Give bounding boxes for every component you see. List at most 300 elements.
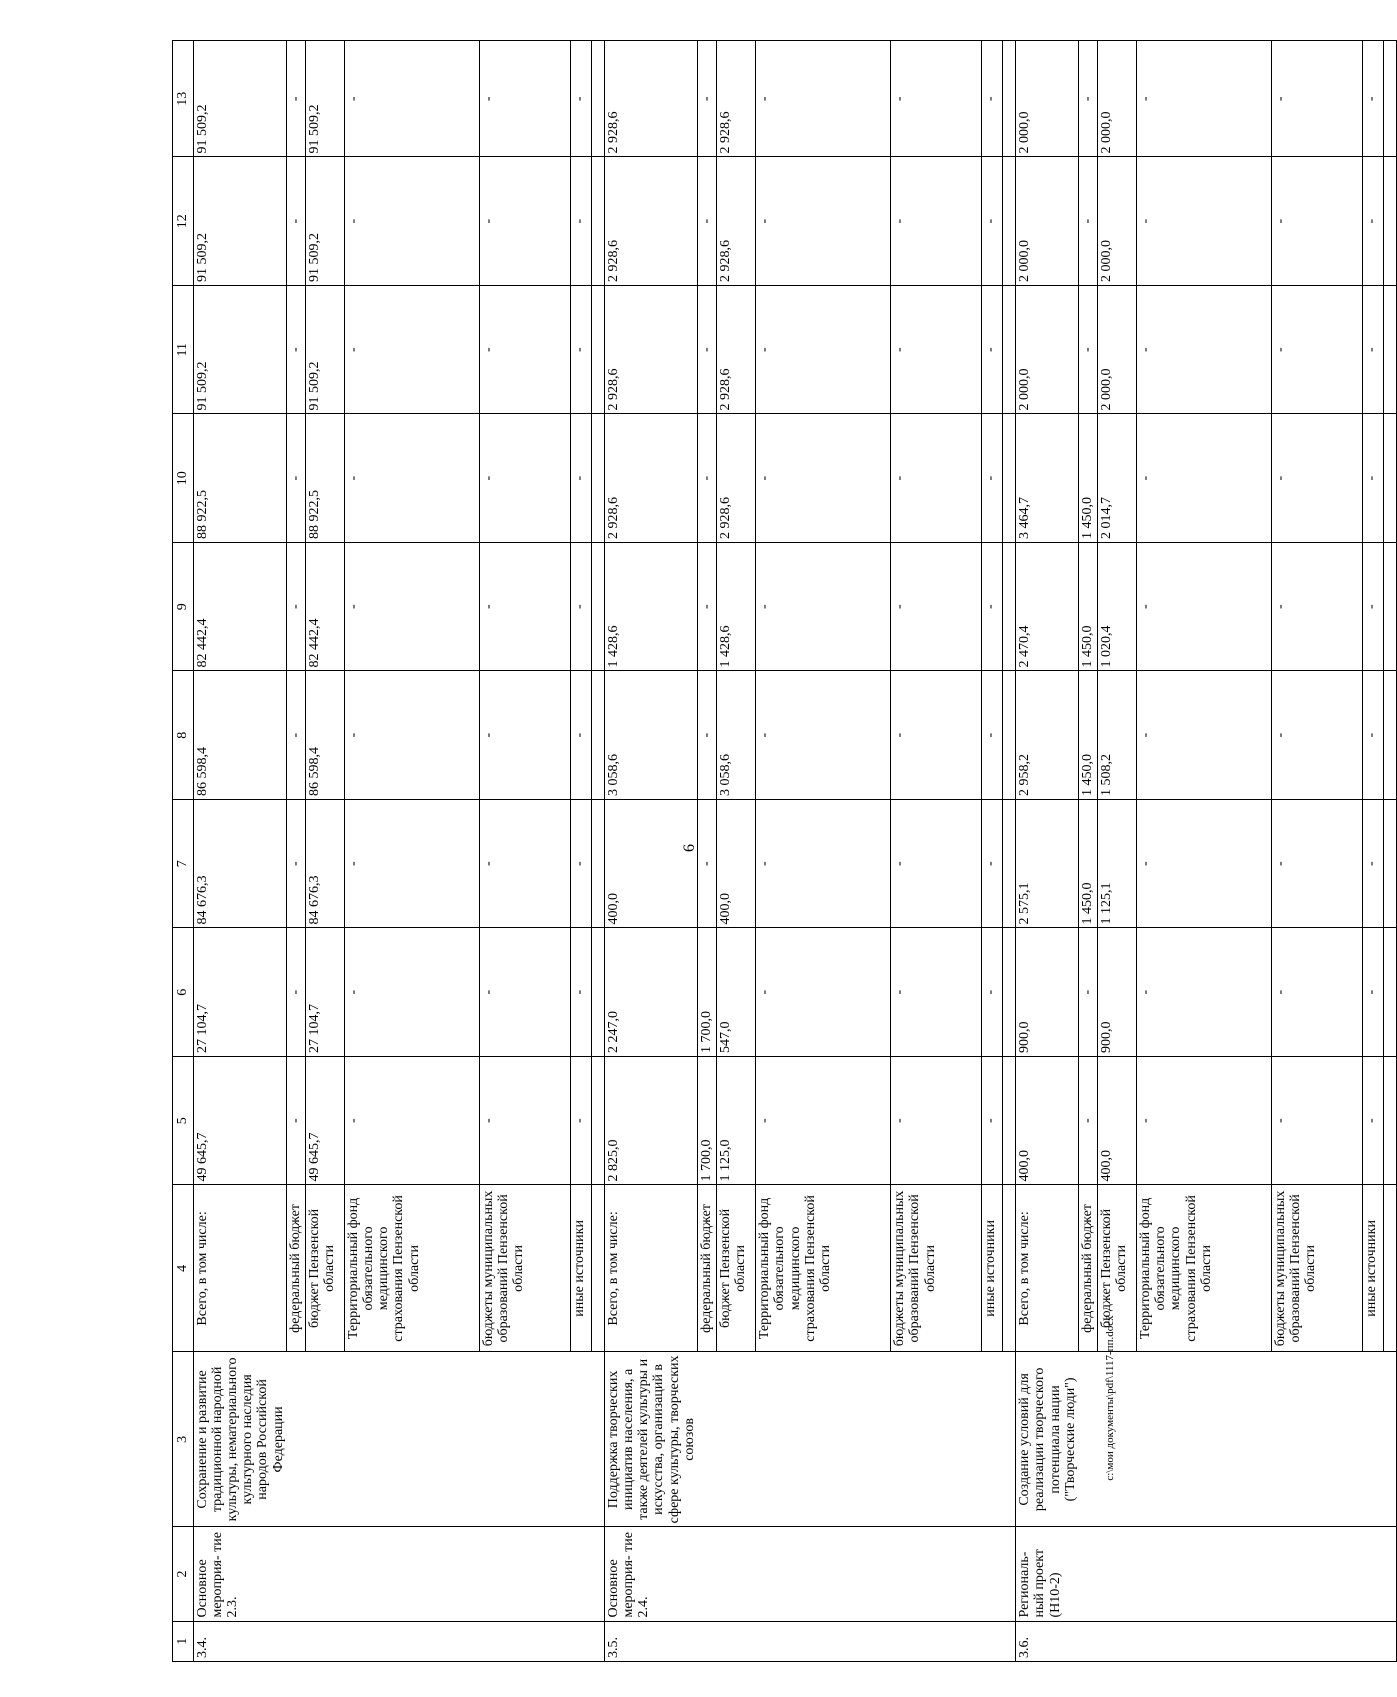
value-cell: 88 922,5 <box>306 414 345 543</box>
item-type: Региональ- ный проект (Н10-2) <box>1016 1527 1079 1621</box>
funding-source: бюджет Пензенской области <box>1098 1185 1137 1352</box>
value-cell: - <box>698 285 717 414</box>
value-cell: - <box>1079 1056 1098 1185</box>
value-cell: 3 058,6 <box>605 671 698 800</box>
table-row <box>982 41 1003 1662</box>
item-name: Создание условий для реализации творческого потенциала нации ("Творческие люди") <box>1016 1352 1079 1527</box>
separator-cell <box>1384 799 1397 928</box>
funding-source: Территориальный фонд обязательного медицинского страхования Пензенской области <box>1137 1185 1272 1352</box>
value-cell: - <box>287 671 306 800</box>
item-name-cell <box>306 1352 345 1527</box>
value-cell: - <box>345 157 480 286</box>
item-number-cell <box>345 1621 480 1661</box>
value-cell: 49 645,7 <box>306 1056 345 1185</box>
value-cell: 2 928,6 <box>605 285 698 414</box>
value-cell: - <box>480 414 571 543</box>
value-cell: 400,0 <box>1098 1056 1137 1185</box>
value-cell: - <box>571 157 592 286</box>
value-cell: - <box>1272 671 1363 800</box>
value-cell: - <box>1137 41 1272 157</box>
value-cell: 49 645,7 <box>194 1056 287 1185</box>
value-cell: - <box>891 157 982 286</box>
separator-cell <box>1384 1352 1397 1527</box>
value-cell: - <box>698 157 717 286</box>
value-cell: - <box>1079 41 1098 157</box>
funding-source: бюджеты муниципальных образований Пензенской области <box>480 1185 571 1352</box>
item-number-cell <box>480 1621 571 1661</box>
separator-cell <box>1003 1621 1016 1661</box>
value-cell: - <box>287 1056 306 1185</box>
value-cell: - <box>287 414 306 543</box>
value-cell: - <box>1272 285 1363 414</box>
column-number: 12 <box>173 157 194 286</box>
column-number: 11 <box>173 285 194 414</box>
value-cell: 2 247,0 <box>605 928 698 1057</box>
value-cell: - <box>891 671 982 800</box>
item-number: 3.4. <box>194 1621 287 1661</box>
value-cell: - <box>287 41 306 157</box>
value-cell: 2 000,0 <box>1016 41 1079 157</box>
value-cell: 91 509,2 <box>306 285 345 414</box>
value-cell: - <box>287 928 306 1057</box>
value-cell: - <box>891 41 982 157</box>
value-cell: 900,0 <box>1098 928 1137 1057</box>
funding-source: бюджет Пензенской области <box>306 1185 345 1352</box>
value-cell: 2 014,7 <box>1098 414 1137 543</box>
value-cell: - <box>1079 157 1098 286</box>
funding-source: бюджеты муниципальных образований Пензенской области <box>1272 1185 1363 1352</box>
separator-cell <box>1384 414 1397 543</box>
value-cell: - <box>571 285 592 414</box>
value-cell: - <box>571 671 592 800</box>
value-cell: - <box>756 157 891 286</box>
value-cell: - <box>287 157 306 286</box>
item-name-cell <box>982 1352 1003 1527</box>
item-number-cell <box>306 1621 345 1661</box>
item-name: Поддержка творческих инициатив населения, а также деятелей культуры и искусства, организаций в сфере культуры, творческих союзов <box>605 1352 698 1527</box>
value-cell: 91 509,2 <box>306 157 345 286</box>
separator-cell <box>1384 542 1397 671</box>
funding-source: бюджет Пензенской области <box>717 1185 756 1352</box>
value-cell: - <box>480 671 571 800</box>
item-type-cell <box>306 1527 345 1621</box>
item-name: Сохранение и развитие традиционной народной культуры, нематериального культурного наследия народов Российской Федерации <box>194 1352 287 1527</box>
item-number-cell <box>717 1621 756 1661</box>
item-type-cell <box>571 1527 592 1621</box>
value-cell: - <box>1363 671 1384 800</box>
value-cell: 1 450,0 <box>1079 542 1098 671</box>
value-cell: - <box>345 1056 480 1185</box>
value-cell: - <box>480 1056 571 1185</box>
value-cell: 400,0 <box>1016 1056 1079 1185</box>
value-cell: - <box>571 41 592 157</box>
separator-row <box>1003 41 1016 1662</box>
item-type-cell <box>1137 1527 1272 1621</box>
item-type-cell <box>1363 1527 1384 1621</box>
separator-cell <box>1003 799 1016 928</box>
item-type-cell <box>1272 1527 1363 1621</box>
value-cell: - <box>891 928 982 1057</box>
value-cell: - <box>982 414 1003 543</box>
value-cell: - <box>1272 542 1363 671</box>
separator-cell <box>592 928 605 1057</box>
value-cell: 91 509,2 <box>194 157 287 286</box>
separator-cell <box>592 414 605 543</box>
separator-cell <box>1003 157 1016 286</box>
separator-cell <box>592 1056 605 1185</box>
item-number: 3.6. <box>1016 1621 1079 1661</box>
funding-source: иные источники <box>982 1185 1003 1352</box>
value-cell: 2 000,0 <box>1016 157 1079 286</box>
separator-cell <box>1003 1352 1016 1527</box>
item-type-cell <box>982 1527 1003 1621</box>
table-row <box>571 41 592 1662</box>
value-cell: 1 508,2 <box>1098 671 1137 800</box>
item-type-cell <box>756 1527 891 1621</box>
column-number: 4 <box>173 1185 194 1352</box>
item-number-cell <box>698 1621 717 1661</box>
value-cell: 2 575,1 <box>1016 799 1079 928</box>
table-row <box>891 41 982 1662</box>
funding-source: Всего, в том числе: <box>1016 1185 1079 1352</box>
value-cell: 84 676,3 <box>306 799 345 928</box>
table-row <box>287 41 306 1662</box>
value-cell: - <box>345 41 480 157</box>
funding-source: иные источники <box>571 1185 592 1352</box>
value-cell: 86 598,4 <box>194 671 287 800</box>
separator-cell <box>592 1185 605 1352</box>
separator-row <box>592 41 605 1662</box>
separator-cell <box>1003 1527 1016 1621</box>
table-row <box>194 41 287 1662</box>
column-number: 8 <box>173 671 194 800</box>
value-cell: - <box>756 799 891 928</box>
column-number-row <box>173 41 194 1662</box>
table-row <box>1272 41 1363 1662</box>
value-cell: - <box>287 285 306 414</box>
item-name-cell <box>756 1352 891 1527</box>
value-cell: 2 928,6 <box>605 414 698 543</box>
value-cell: - <box>571 414 592 543</box>
page-number: 6 <box>681 844 698 852</box>
value-cell: 1 450,0 <box>1079 414 1098 543</box>
table-row <box>1079 41 1098 1662</box>
value-cell: - <box>756 928 891 1057</box>
item-number-cell <box>287 1621 306 1661</box>
column-number: 6 <box>173 928 194 1057</box>
item-number-cell <box>1079 1621 1098 1661</box>
value-cell: - <box>480 157 571 286</box>
value-cell: 400,0 <box>717 799 756 928</box>
separator-cell <box>1384 1621 1397 1661</box>
value-cell: 82 442,4 <box>194 542 287 671</box>
funding-source: Территориальный фонд обязательного медицинского страхования Пензенской области <box>345 1185 480 1352</box>
funding-source: Территориальный фонд обязательного медицинского страхования Пензенской области <box>756 1185 891 1352</box>
column-number: 1 <box>173 1621 194 1661</box>
value-cell: 1 450,0 <box>1079 671 1098 800</box>
value-cell: 2 928,6 <box>717 41 756 157</box>
separator-row <box>1384 41 1397 1662</box>
item-type: Основное мероприя- тие 2.3. <box>194 1527 287 1621</box>
footer-file-path: c:\мои документы\pdf\1117-пп.docx <box>1104 1315 1116 1481</box>
value-cell: 88 922,5 <box>194 414 287 543</box>
item-name-cell <box>571 1352 592 1527</box>
value-cell: 27 104,7 <box>306 928 345 1057</box>
value-cell: - <box>1137 157 1272 286</box>
funding-source: Всего, в том числе: <box>194 1185 287 1352</box>
table-body <box>173 41 1397 1662</box>
item-name-cell <box>345 1352 480 1527</box>
funding-source: Всего, в том числе: <box>605 1185 698 1352</box>
value-cell: - <box>1137 414 1272 543</box>
value-cell: 2 000,0 <box>1098 157 1137 286</box>
value-cell: - <box>891 1056 982 1185</box>
value-cell: 2 928,6 <box>717 157 756 286</box>
item-name-cell <box>287 1352 306 1527</box>
value-cell: 1 125,0 <box>717 1056 756 1185</box>
value-cell: - <box>982 285 1003 414</box>
value-cell: - <box>982 542 1003 671</box>
value-cell: - <box>1137 928 1272 1057</box>
item-name-cell <box>1363 1352 1384 1527</box>
funding-source: федеральный бюджет <box>1079 1185 1098 1352</box>
value-cell: - <box>345 542 480 671</box>
item-number-cell <box>1363 1621 1384 1661</box>
value-cell: - <box>982 1056 1003 1185</box>
value-cell: 2 958,2 <box>1016 671 1079 800</box>
separator-cell <box>592 157 605 286</box>
value-cell: 3 464,7 <box>1016 414 1079 543</box>
value-cell: 1 125,1 <box>1098 799 1137 928</box>
value-cell: - <box>287 542 306 671</box>
item-number-cell <box>891 1621 982 1661</box>
value-cell: - <box>756 542 891 671</box>
item-number-cell <box>1272 1621 1363 1661</box>
value-cell: - <box>345 799 480 928</box>
item-name-cell <box>1079 1352 1098 1527</box>
item-name-cell <box>1272 1352 1363 1527</box>
item-type: Основное мероприя- тие 2.4. <box>605 1527 698 1621</box>
value-cell: - <box>1363 1056 1384 1185</box>
value-cell: - <box>1079 285 1098 414</box>
item-number-cell <box>571 1621 592 1661</box>
value-cell: - <box>345 285 480 414</box>
value-cell: - <box>891 414 982 543</box>
separator-cell <box>1003 414 1016 543</box>
value-cell: - <box>756 285 891 414</box>
value-cell: - <box>571 928 592 1057</box>
value-cell: - <box>756 1056 891 1185</box>
value-cell: - <box>982 157 1003 286</box>
value-cell: 1 428,6 <box>717 542 756 671</box>
separator-cell <box>1384 157 1397 286</box>
value-cell: 1 428,6 <box>605 542 698 671</box>
separator-cell <box>592 671 605 800</box>
value-cell: 900,0 <box>1016 928 1079 1057</box>
item-type-cell <box>480 1527 571 1621</box>
value-cell: 2 000,0 <box>1016 285 1079 414</box>
value-cell: - <box>1363 928 1384 1057</box>
item-name-cell <box>698 1352 717 1527</box>
value-cell: 3 058,6 <box>717 671 756 800</box>
table-row <box>345 41 480 1662</box>
item-name-cell <box>891 1352 982 1527</box>
separator-cell <box>1384 928 1397 1057</box>
value-cell: - <box>756 671 891 800</box>
value-cell: 2 470,4 <box>1016 542 1079 671</box>
value-cell: 27 104,7 <box>194 928 287 1057</box>
separator-cell <box>1003 928 1016 1057</box>
column-number: 7 <box>173 799 194 928</box>
value-cell: 2 000,0 <box>1098 41 1137 157</box>
value-cell: - <box>1363 799 1384 928</box>
column-number: 2 <box>173 1527 194 1621</box>
item-type-cell <box>891 1527 982 1621</box>
value-cell: - <box>480 41 571 157</box>
table-row <box>1363 41 1384 1662</box>
value-cell: - <box>891 285 982 414</box>
item-number: 3.5. <box>605 1621 698 1661</box>
value-cell: - <box>1272 157 1363 286</box>
item-number-cell <box>1137 1621 1272 1661</box>
value-cell: - <box>1363 41 1384 157</box>
separator-cell <box>1003 1056 1016 1185</box>
value-cell: - <box>891 542 982 671</box>
value-cell: - <box>698 542 717 671</box>
item-type-cell <box>698 1527 717 1621</box>
table-row <box>1137 41 1272 1662</box>
value-cell: - <box>756 414 891 543</box>
value-cell: 1 700,0 <box>698 928 717 1057</box>
item-type-cell <box>717 1527 756 1621</box>
separator-cell <box>592 1527 605 1621</box>
value-cell: - <box>982 41 1003 157</box>
value-cell: 2 825,0 <box>605 1056 698 1185</box>
item-type-cell <box>1098 1527 1137 1621</box>
separator-cell <box>1003 1185 1016 1352</box>
item-type-cell <box>287 1527 306 1621</box>
column-number: 5 <box>173 1056 194 1185</box>
value-cell: 82 442,4 <box>306 542 345 671</box>
value-cell: 91 509,2 <box>306 41 345 157</box>
separator-cell <box>592 1352 605 1527</box>
separator-cell <box>1003 285 1016 414</box>
value-cell: 1 450,0 <box>1079 799 1098 928</box>
separator-cell <box>1003 542 1016 671</box>
separator-cell <box>1384 1056 1397 1185</box>
item-number-cell <box>756 1621 891 1661</box>
value-cell: - <box>1272 928 1363 1057</box>
table-row <box>717 41 756 1662</box>
separator-cell <box>1384 671 1397 800</box>
separator-cell <box>1384 41 1397 157</box>
value-cell: - <box>480 542 571 671</box>
funding-source: иные источники <box>1363 1185 1384 1352</box>
value-cell: - <box>756 41 891 157</box>
value-cell: - <box>345 928 480 1057</box>
table-row <box>698 41 717 1662</box>
table-row <box>480 41 571 1662</box>
value-cell: - <box>345 671 480 800</box>
value-cell: 1 020,4 <box>1098 542 1137 671</box>
item-name-cell <box>480 1352 571 1527</box>
value-cell: 2 928,6 <box>605 157 698 286</box>
separator-cell <box>592 41 605 157</box>
funding-source: федеральный бюджет <box>698 1185 717 1352</box>
value-cell: - <box>1272 799 1363 928</box>
separator-cell <box>1003 671 1016 800</box>
value-cell: - <box>1363 414 1384 543</box>
value-cell: - <box>1137 1056 1272 1185</box>
value-cell: - <box>571 1056 592 1185</box>
separator-cell <box>1384 285 1397 414</box>
table-row <box>306 41 345 1662</box>
value-cell: - <box>1079 928 1098 1057</box>
value-cell: - <box>1363 285 1384 414</box>
value-cell: 2 928,6 <box>605 41 698 157</box>
funding-source: федеральный бюджет <box>287 1185 306 1352</box>
separator-cell <box>1384 1527 1397 1621</box>
value-cell: - <box>1137 542 1272 671</box>
value-cell: 2 928,6 <box>717 285 756 414</box>
value-cell: 91 509,2 <box>194 285 287 414</box>
value-cell: - <box>1272 41 1363 157</box>
value-cell: - <box>480 285 571 414</box>
separator-cell <box>592 285 605 414</box>
funding-source: бюджеты муниципальных образований Пензенской области <box>891 1185 982 1352</box>
value-cell: - <box>982 928 1003 1057</box>
value-cell: 547,0 <box>717 928 756 1057</box>
separator-cell <box>592 542 605 671</box>
value-cell: - <box>345 414 480 543</box>
value-cell: 400,0 <box>605 799 698 928</box>
separator-cell <box>1384 1185 1397 1352</box>
table-row <box>1016 41 1079 1662</box>
value-cell: 1 700,0 <box>698 1056 717 1185</box>
value-cell: - <box>1363 157 1384 286</box>
column-number: 3 <box>173 1352 194 1527</box>
value-cell: 84 676,3 <box>194 799 287 928</box>
value-cell: - <box>1137 799 1272 928</box>
value-cell: - <box>982 799 1003 928</box>
value-cell: - <box>480 928 571 1057</box>
value-cell: - <box>1272 414 1363 543</box>
value-cell: - <box>571 799 592 928</box>
separator-cell <box>592 1621 605 1661</box>
value-cell: - <box>480 799 571 928</box>
value-cell: - <box>698 414 717 543</box>
value-cell: - <box>287 799 306 928</box>
separator-cell <box>1003 41 1016 157</box>
value-cell: - <box>891 799 982 928</box>
value-cell: - <box>571 542 592 671</box>
column-number: 13 <box>173 41 194 157</box>
value-cell: 91 509,2 <box>194 41 287 157</box>
value-cell: - <box>1137 671 1272 800</box>
value-cell: - <box>1137 285 1272 414</box>
item-type-cell <box>345 1527 480 1621</box>
item-number-cell <box>982 1621 1003 1661</box>
funding-table <box>172 40 1397 1662</box>
table-row <box>756 41 891 1662</box>
item-type-cell <box>1079 1527 1098 1621</box>
column-number: 9 <box>173 542 194 671</box>
table-row <box>605 41 698 1662</box>
value-cell: 2 000,0 <box>1098 285 1137 414</box>
item-name-cell <box>1137 1352 1272 1527</box>
column-number: 10 <box>173 414 194 543</box>
value-cell: - <box>698 41 717 157</box>
